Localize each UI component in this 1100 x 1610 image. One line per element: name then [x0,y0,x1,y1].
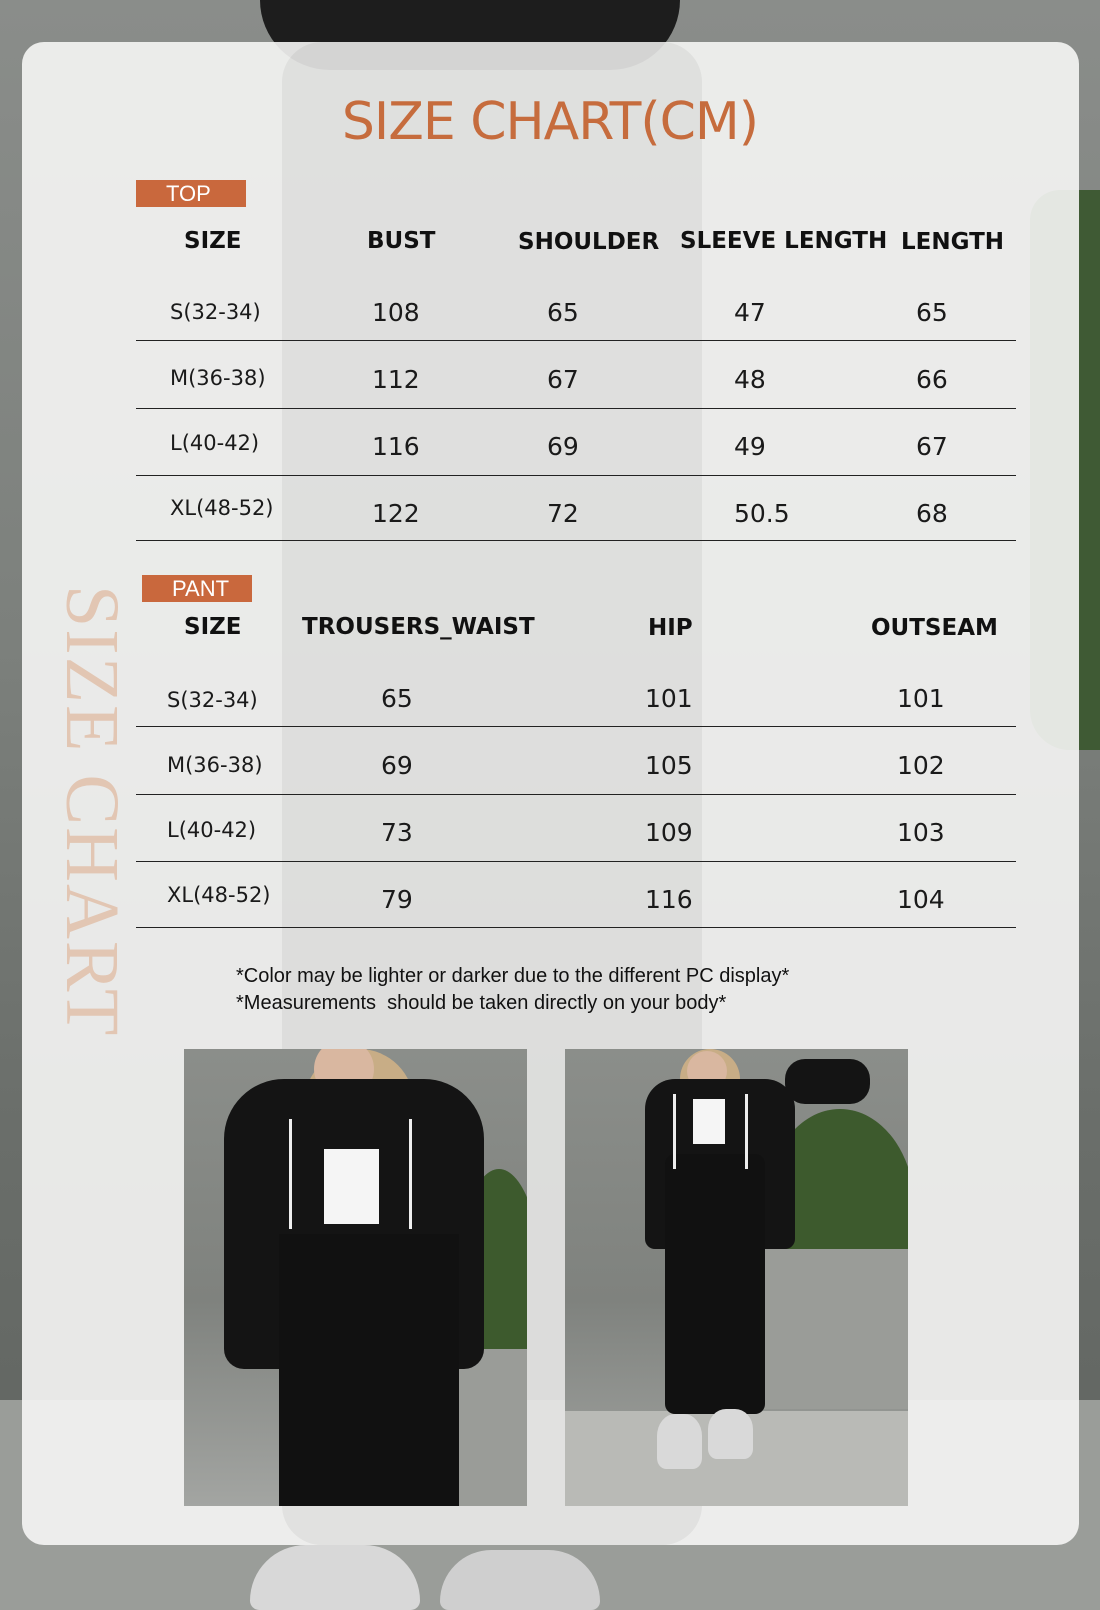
pant-header-size: SIZE [184,614,242,640]
table-cell: 69 [381,751,413,780]
table-cell: 49 [734,432,766,461]
row-divider [136,540,1016,541]
table-cell: 72 [547,499,579,528]
table-cell: 68 [916,499,948,528]
table-cell: 104 [897,885,945,914]
row-divider [136,927,1016,928]
pant-header-outseam: OUTSEAM [871,615,998,641]
table-cell: S(32-34) [167,688,258,712]
table-cell: 102 [897,751,945,780]
table-cell: 105 [645,751,693,780]
table-cell: 50.5 [734,499,790,528]
table-cell: 122 [372,499,420,528]
top-header-sleeve-length: SLEEVE LENGTH [680,228,888,254]
table-cell: L(40-42) [170,431,260,455]
note-color: *Color may be lighter or darker due to the different PC display* [236,965,790,987]
table-cell: 65 [547,298,579,327]
table-cell: 101 [897,684,945,713]
table-cell: XL(48-52) [170,496,274,520]
table-cell: 109 [645,818,693,847]
top-header-length: LENGTH [901,229,1005,255]
row-divider [136,861,1016,862]
pant-tag: PANT [142,575,252,602]
top-header-bust: BUST [367,228,436,254]
side-title: SIZE CHART [50,585,134,1038]
table-cell: M(36-38) [170,366,266,390]
table-cell: 79 [381,885,413,914]
row-divider [136,726,1016,727]
table-cell: 103 [897,818,945,847]
table-cell: 101 [645,684,693,713]
pant-header-trousers-waist: TROUSERS_WAIST [302,614,535,640]
table-cell: 112 [372,365,420,394]
product-photo-1 [184,1049,527,1506]
table-cell: 47 [734,298,766,327]
table-cell: L(40-42) [167,818,257,842]
background-shoe-right [440,1550,600,1610]
table-cell: 65 [381,684,413,713]
table-cell: XL(48-52) [167,883,271,907]
table-cell: 65 [916,298,948,327]
table-cell: 69 [547,432,579,461]
table-cell: 67 [547,365,579,394]
table-cell: 116 [372,432,420,461]
table-cell: S(32-34) [170,300,261,324]
table-cell: 73 [381,818,413,847]
table-cell: 108 [372,298,420,327]
table-cell: 48 [734,365,766,394]
table-cell: 116 [645,885,693,914]
pant-header-hip: HIP [648,615,693,641]
table-cell: 67 [916,432,948,461]
table-cell: 66 [916,365,948,394]
top-tag: TOP [136,180,246,207]
note-measurements: *Measurements should be taken directly on your body* [236,992,727,1014]
table-cell: M(36-38) [167,753,263,777]
background-shoe-left [250,1545,420,1610]
row-divider [136,340,1016,341]
top-header-shoulder: SHOULDER [518,229,660,255]
top-header-size: SIZE [184,228,242,254]
row-divider [136,794,1016,795]
row-divider [136,408,1016,409]
page-title: SIZE CHART(CM) [341,92,759,152]
row-divider [136,475,1016,476]
product-photo-2 [565,1049,908,1506]
